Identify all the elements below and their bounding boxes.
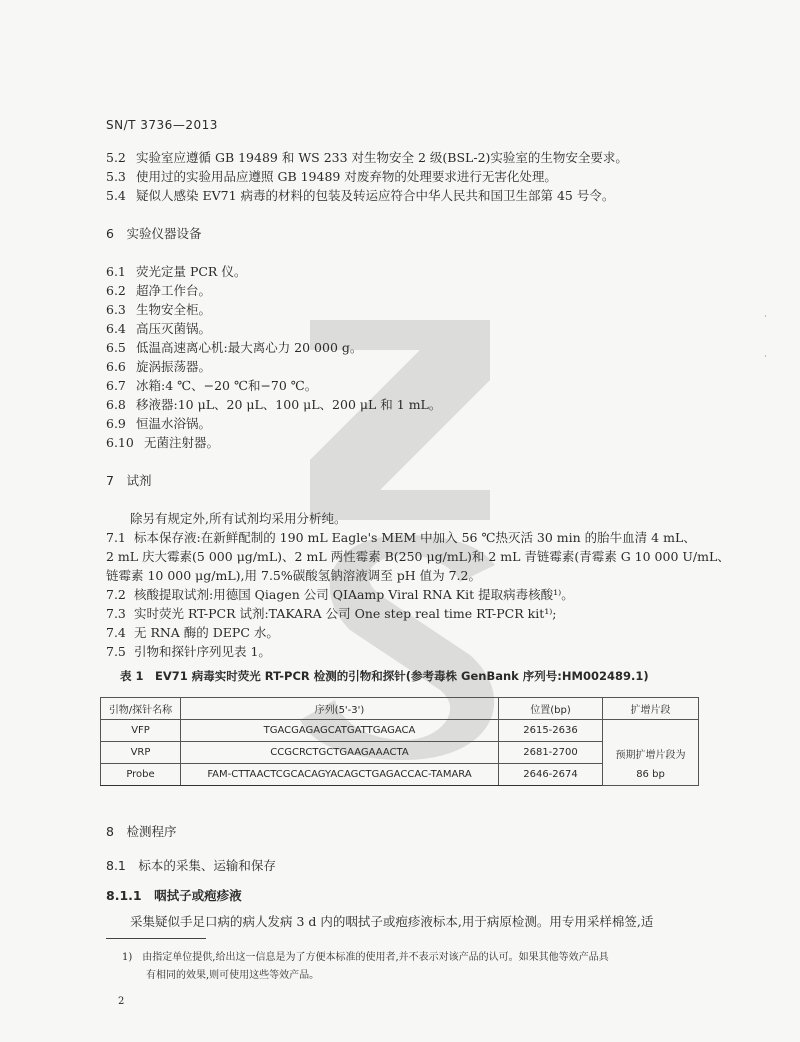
amplicon-size [603,720,699,786]
primer-name: VRP [101,742,181,764]
clause-number: 6.7 [106,378,126,393]
clause-text: 无 RNA 酶的 DEPC 水。 [133,625,279,640]
clause-text: 生物安全柜。 [135,302,211,317]
clause-6-8 [106,395,441,413]
clause-7-1-continued: 链霉素 10 000 μg/mL),用 7.5%碳酸氢钠溶液调至 pH 值为 7.2。 [106,568,481,583]
header-sequence: 序列(5'-3') [181,698,499,720]
clause-7-3 [106,604,557,622]
clause-number: 6.6 [106,359,126,374]
clause-text: 疑似人感染 EV71 病毒的材料的包装及转运应符合中华人民共和国卫生部第 45 号令。 [135,188,615,203]
clause-6-6 [106,357,211,375]
clause-number: 5.2 [106,150,126,165]
primer-position: 2615-2636 [499,720,603,742]
clause-number: 6.1 [106,264,126,279]
clause-text: 恒温水浴锅。 [135,416,211,431]
clause-6-4 [106,319,211,337]
primer-name: VFP [101,720,181,742]
page-number: 2 [118,996,125,1007]
clause-number: 6.9 [106,416,126,431]
clause-7-5 [106,642,271,660]
clause-text: 超净工作台。 [135,283,211,298]
clause-number: 7.5 [106,644,126,659]
clause-6-5 [106,338,362,356]
clause-6-7 [106,376,317,394]
clause-number: 6.10 [106,435,134,450]
clause-6-9 [106,414,211,432]
clause-number: 7.1 [106,530,126,545]
clause-number: 7.2 [106,587,126,602]
footnote-divider [106,938,206,939]
clause-text: 旋涡振荡器。 [135,359,211,374]
clause-text: 高压灭菌锅。 [135,321,211,336]
clause-7-1 [106,528,696,546]
primer-name: Probe [101,764,181,786]
section-8-1-1-text: 采集疑似手足口病的病人发病 3 d 内的咽拭子或疱疹液标本,用于病原检测。用专用采样棉签,适 [130,914,654,929]
clause-number: 5.3 [106,169,126,184]
primer-position: 2681-2700 [499,742,603,764]
amplicon-line1: 预期扩增片段为 [615,750,686,761]
clause-6-3 [106,300,211,318]
table-header-row [101,698,699,720]
section-8-1-title: 8.1 标本的采集、运输和保存 [106,858,276,873]
clause-7-2 [106,585,574,603]
clause-text: 引物和探针序列见表 1。 [133,644,271,659]
clause-text: 荧光定量 PCR 仪。 [135,264,247,279]
clause-7-1-continued: 2 mL 庆大霉素(5 000 μg/mL)、2 mL 两性霉素 B(250 μg/mL)和 2 mL 青链霉素(青霉素 G 10 000 U/mL、 [106,549,730,564]
clause-text: 移液器:10 μL、20 μL、100 μL、200 μL 和 1 mL。 [135,397,442,412]
clause-text: 实时荧光 RT-PCR 试剂:TAKARA 公司 One step real time RT-PCR kit¹⁾; [133,606,557,621]
clause-number: 6.5 [106,340,126,355]
clause-6-10 [106,433,219,451]
clause-text: 冰箱:4 ℃、−20 ℃和−70 ℃。 [135,378,318,393]
clause-text: 实验室应遵循 GB 19489 和 WS 233 对生物安全 2 级(BSL-2)实验室的生物安全要求。 [135,150,628,165]
clause-text: 标本保存液:在新鲜配制的 190 mL Eagle's MEM 中加入 56 ℃热灭活 30 min 的胎牛血清 4 mL、 [133,530,696,545]
clause-number: 6.2 [106,283,126,298]
section-8-1-1-title: 8.1.1 咽拭子或疱疹液 [106,888,242,903]
scan-speck-icon: · [764,352,767,362]
footnote-line1: 1) 由指定单位提供,给出这一信息是为了方便本标准的使用者,并不表示对该产品的认可。如果其他等效产品具 [122,952,609,963]
primer-sequence: FAM-CTTAACTCGCACAGYACAGCTGAGACCAC-TAMARA [181,764,499,786]
section-7-intro: 除另有规定外,所有试剂均采用分析纯。 [130,511,347,526]
clause-text: 使用过的实验用品应遵照 GB 19489 对废弃物的处理要求进行无害化处理。 [135,169,557,184]
clause-number: 7.3 [106,606,126,621]
clause-text: 无菌注射器。 [143,435,219,450]
clause-number: 5.4 [106,188,126,203]
footnote-line2: 有相同的效果,则可使用这些等效产品。 [146,970,320,981]
clause-7-4 [106,623,279,641]
primer-sequence: CCGCRCTGCTGAAGAAACTA [181,742,499,764]
clause-5-3 [106,167,557,185]
amplicon-line2: 86 bp [636,769,665,780]
section-7-title: 7 试剂 [106,473,152,488]
primer-sequence: TGACGAGAGCATGATTGAGACA [181,720,499,742]
clause-5-4 [106,186,614,204]
clause-6-1 [106,262,246,280]
clause-number: 6.3 [106,302,126,317]
scan-speck-icon: · [764,312,767,322]
header-name: 引物/探针名称 [101,698,181,720]
primer-position: 2646-2674 [499,764,603,786]
header-amplicon: 扩增片段 [603,698,699,720]
clause-6-2 [106,281,211,299]
standard-code-header: SN/T 3736—2013 [106,118,218,132]
header-position: 位置(bp) [499,698,603,720]
section-8-title: 8 检测程序 [106,824,177,839]
primer-probe-table [100,697,699,786]
table-row [101,720,699,742]
table-caption: 表 1 EV71 病毒实时荧光 RT-PCR 检测的引物和探针(参考毒株 GenBank 序列号:HM002489.1) [120,669,649,683]
clause-number: 6.8 [106,397,126,412]
clause-text: 低温高速离心机:最大离心力 20 000 g。 [135,340,363,355]
section-6-title: 6 实验仪器设备 [106,226,202,241]
clause-5-2 [106,148,628,166]
clause-text: 核酸提取试剂:用德国 Qiagen 公司 QIAamp Viral RNA Kit 提取病毒核酸¹⁾。 [133,587,574,602]
clause-number: 7.4 [106,625,126,640]
clause-number: 6.4 [106,321,126,336]
